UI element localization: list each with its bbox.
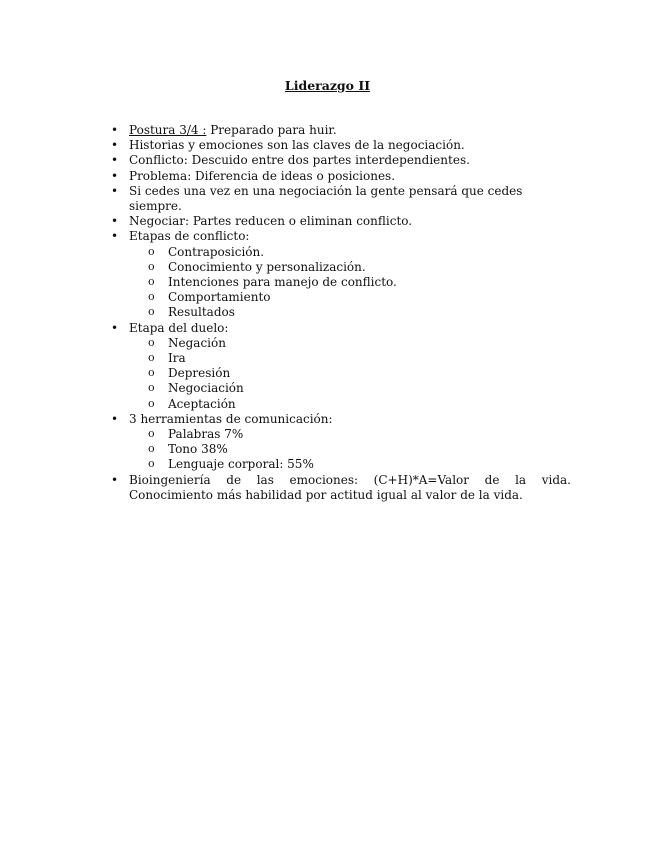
list-item [111, 321, 571, 412]
sub-list-item: o Palabras 7% [129, 427, 571, 442]
sub-list-item: o Intenciones para manejo de conflicto. [129, 275, 571, 290]
list-item [111, 412, 571, 473]
sub-list-item: o Comportamiento [129, 290, 571, 305]
list-item-text: Etapas de conflicto: [129, 229, 250, 244]
list-item: • Bioingeniería de las emociones: (C+H)*A=Valor de la vida. Conocimiento más habilidad por actitud igual al valor de la vida. [111, 473, 571, 503]
sub-list [129, 427, 571, 473]
list-item [111, 123, 571, 138]
sub-list-item: o Negación [129, 336, 571, 351]
sub-list-item: o Ira [129, 351, 571, 366]
sub-list-item: o Negociación [129, 381, 571, 396]
list-item [111, 229, 571, 320]
sub-list-item: o Lenguaje corporal: 55% [129, 457, 571, 472]
bullet-list [111, 123, 571, 503]
list-item-text: 3 herramientas de comunicación: [129, 411, 333, 426]
sub-list-item: o Resultados [129, 305, 571, 320]
list-item: • Conflicto: Descuido entre dos partes interdependientes. [111, 153, 571, 168]
sub-list-item: o Conocimiento y personalización. [129, 260, 571, 275]
list-item-lead: Postura 3/4 : [129, 123, 207, 137]
list-item: • Historias y emociones son las claves de la negociación. [111, 138, 571, 153]
document-title: Liderazgo II [284, 78, 371, 93]
sub-list-item: o Contraposición. [129, 245, 571, 260]
sub-list-item: o Aceptación [129, 397, 571, 412]
list-item: • Problema: Diferencia de ideas o posiciones. [111, 169, 571, 184]
list-item-text: Preparado para huir. [206, 123, 337, 137]
sub-list [129, 245, 571, 321]
list-item: • Negociar: Partes reducen o eliminan conflicto. [111, 214, 571, 229]
list-item: • Si cedes una vez en una negociación la gente pensará que cedes siempre. [111, 184, 571, 214]
sub-list [129, 336, 571, 412]
sub-list-item: o Depresión [129, 366, 571, 381]
sub-list-item: o Tono 38% [129, 442, 571, 457]
list-item-text: Etapa del duelo: [129, 320, 229, 335]
